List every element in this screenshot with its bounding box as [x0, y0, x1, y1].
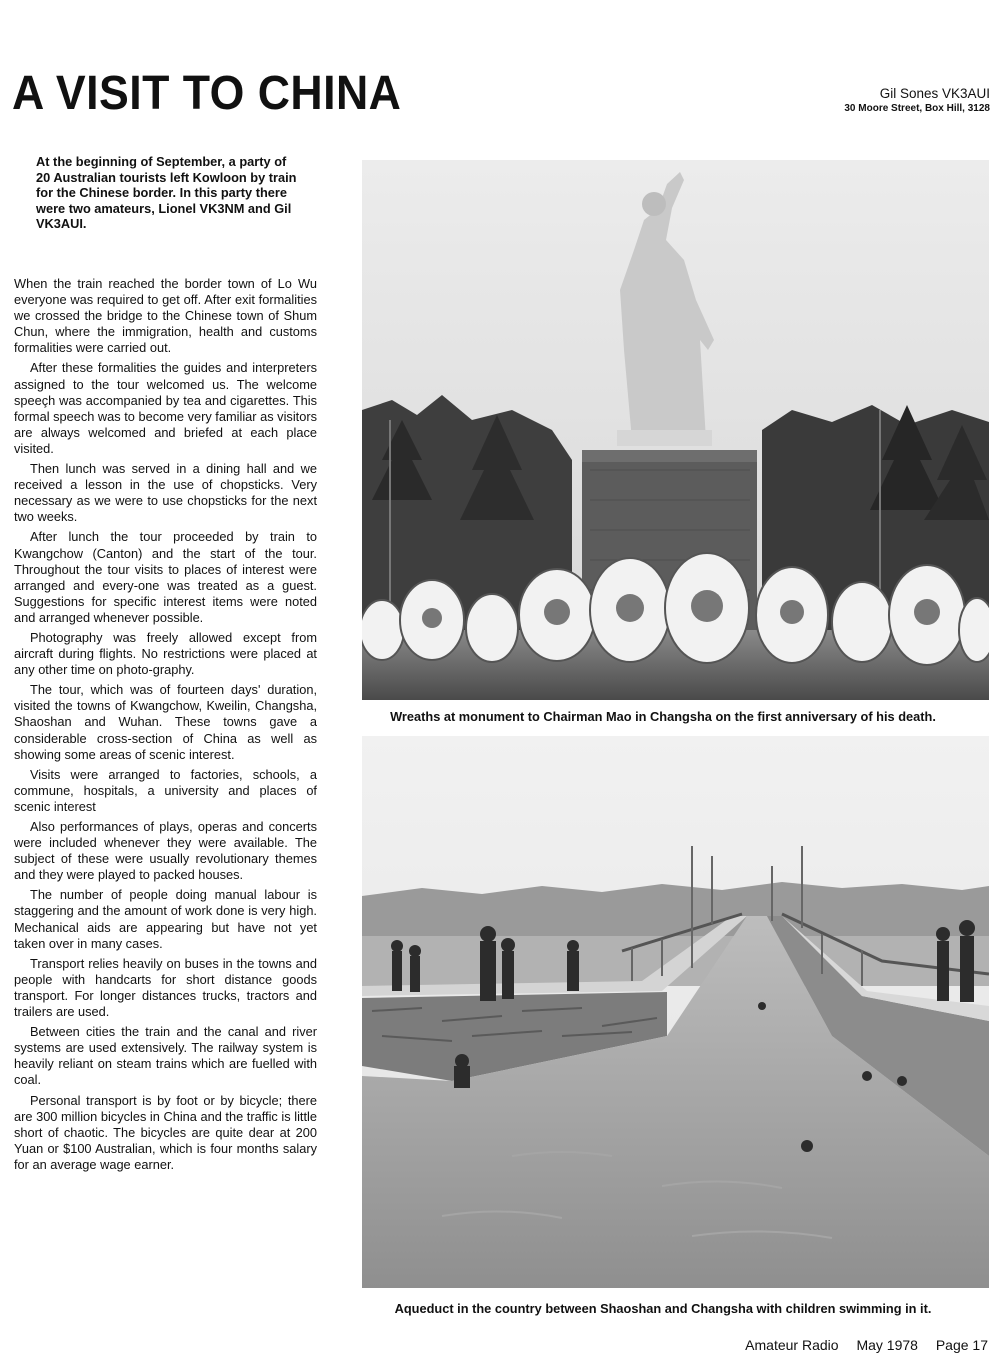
body-paragraph: The tour, which was of fourteen days' duration, visited the towns of Kwangchow, Kweilin, Changsha, Shaoshan and Wuhan. These towns gave a considerable cross-section of China as well as showing some areas of scenic interest.	[14, 682, 317, 762]
article-title: A VISIT TO CHINA	[12, 67, 402, 120]
body-paragraph: Visits were arranged to factories, schools, a commune, hospitals, a university and places of scenic interest	[14, 766, 317, 814]
author-block	[844, 86, 990, 115]
article-intro: At the beginning of September, a party of 20 Australian tourists left Kowloon by train for the Chinese border. In this party there were two amateurs, Lionel VK3NM and Gil VK3AUI.	[36, 154, 297, 232]
footer-publication: Amateur Radio	[745, 1337, 839, 1353]
footer-issue: May 1978	[856, 1337, 918, 1353]
author-name: Gil Sones VK3AUI	[879, 86, 990, 101]
body-paragraph: Personal transport is by foot or by bicycle; there are 300 million bicycles in China and the traffic is little short of chaotic. The bicycles are quite dear at 200 Yuan or $100 Australian, which is four months salary for an average wage earner.	[14, 1092, 317, 1172]
photo-caption: Wreaths at monument to Chairman Mao in Changsha on the first anniversary of his death.	[390, 709, 936, 724]
body-paragraph: Then lunch was served in a dining hall and we received a lesson in the use of chopsticks. Very necessary as we were to use chopsticks for the next two weeks.	[14, 461, 317, 525]
body-paragraph: The number of people doing manual labour is staggering and the amount of work done is very high. Mechanical aids are appearing but have not yet taken over in many cases.	[14, 887, 317, 951]
body-paragraph: Photography was freely allowed except from aircraft during flights. No restrictions were placed at any other time on photo-graphy.	[14, 629, 317, 678]
photo-mao-monument	[362, 160, 989, 700]
body-paragraph: After lunch the tour proceeded by train to Kwangchow (Canton) and the start of the tour. Throughout the tour visits to places of interest were arranged and every-one was treated as a guest. Suggestions for specific interest items were noted and arranged whenever possible.	[14, 529, 317, 625]
body-paragraph: After these formalities the guides and interpreters assigned to the tour welcomed us. The welcome speeçh was accompanied by tea and cigarettes. This formal speech was to become very familiar as visitors are always welcomed and briefed at each place visited.	[14, 360, 317, 456]
body-paragraph: Also performances of plays, operas and concerts were included whenever they were available. The subject of these were usually revolutionary themes and they were played to packed houses.	[14, 819, 317, 883]
page-footer	[731, 1337, 988, 1353]
photo-caption: Aqueduct in the country between Shaoshan and Changsha with children swimming in it.	[394, 1301, 932, 1316]
article-body	[14, 276, 317, 1177]
author-address: 30 Moore Street, Box Hill, 3128	[844, 103, 990, 114]
footer-page-number: Page 17	[935, 1337, 988, 1353]
body-paragraph: When the train reached the border town of Lo Wu everyone was required to get off. After exit formalities we crossed the bridge to the Chinese town of Shum Chun, where the immigration, health and customs formalities were carried out.	[14, 276, 317, 356]
photo-aqueduct	[362, 736, 989, 1288]
body-paragraph: Between cities the train and the canal and river systems are used extensively. The railway system is heavily reliant on steam trains which are fuelled with coal.	[14, 1024, 317, 1088]
body-paragraph: Transport relies heavily on buses in the towns and people with handcarts for short distance goods transport. For longer distances trucks, tractors and trailers are used.	[14, 955, 317, 1020]
